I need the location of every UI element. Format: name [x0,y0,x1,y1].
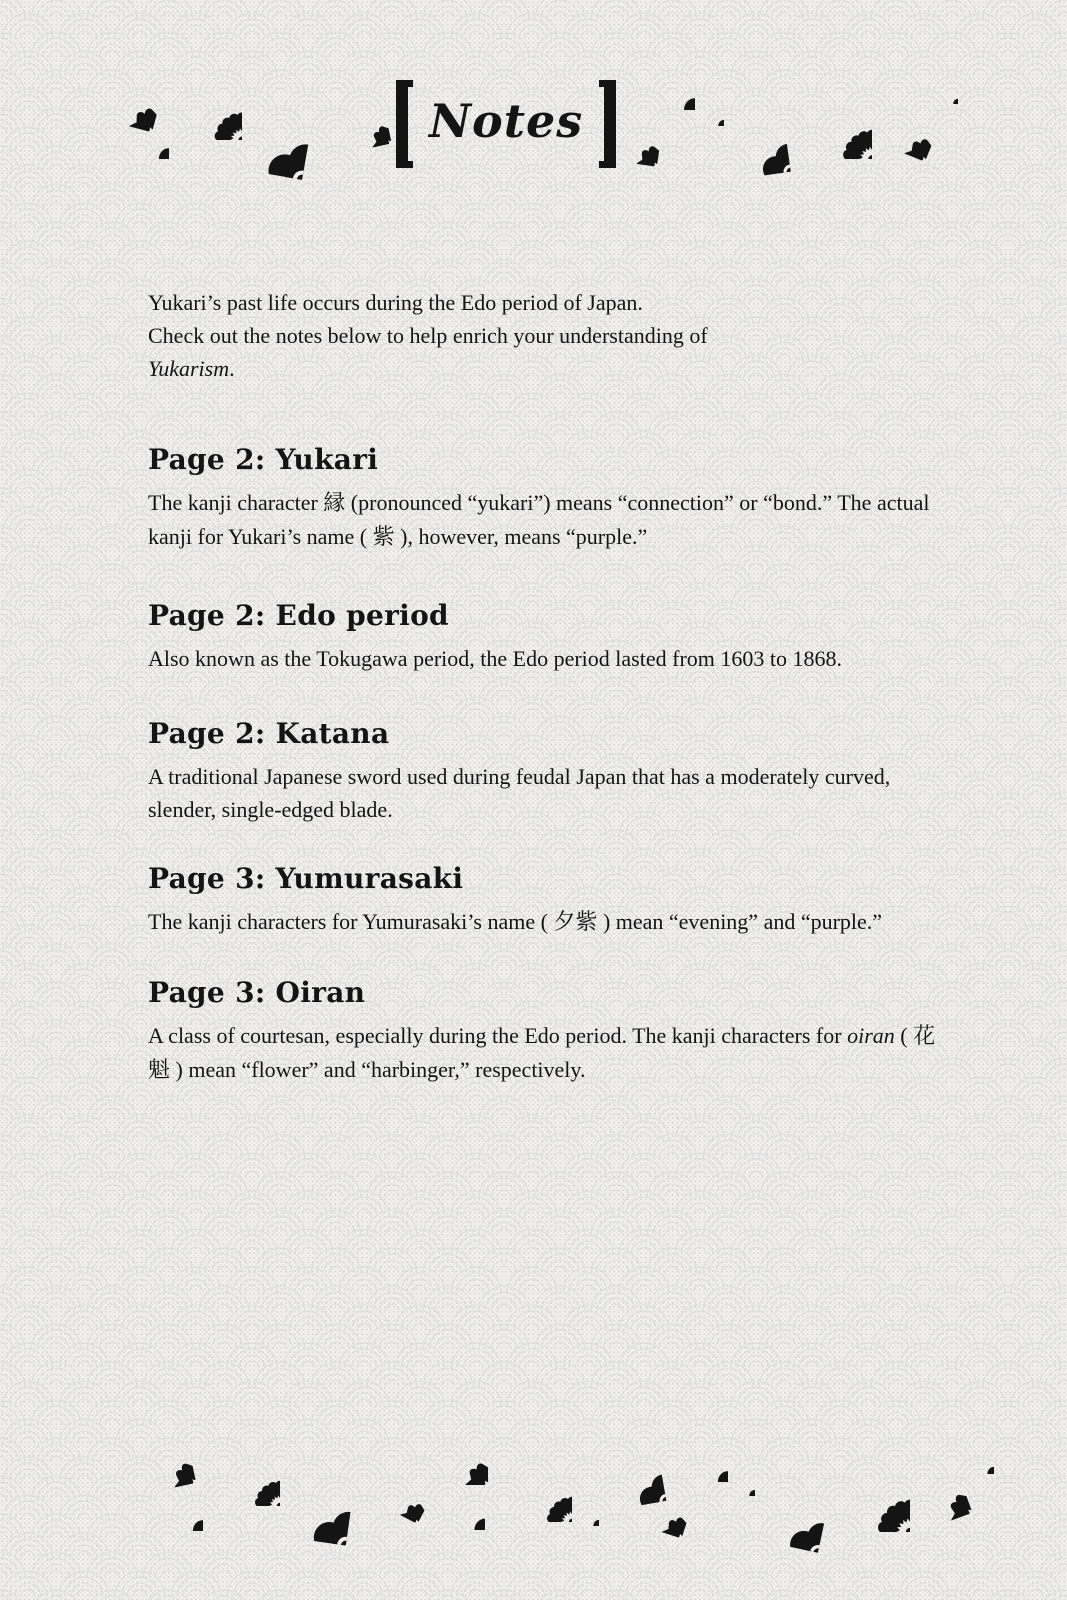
note-section-edo-period [148,599,948,675]
note-text: ) mean “flower” and “harbinger,” respectively. [170,1057,586,1082]
intro-paragraph [148,286,948,385]
note-heading: Page 2: Yukari [148,443,379,476]
plum-blossom-icon [602,1446,666,1510]
note-section-oiran [148,976,948,1087]
dot-icon [705,1459,728,1482]
note-heading: Page 3: Yumurasaki [148,862,464,895]
note-text: ) mean “evening” and “purple.” [597,909,883,934]
dot-icon [586,1513,599,1526]
note-text: A class of courtesan, especially during the Edo period. The kanji characters for [148,1023,848,1048]
sakura-icon [382,1470,436,1524]
sakura-icon [883,103,942,162]
note-text: The kanji character [148,490,324,515]
note-section-yukari [148,443,948,554]
note-heading: Page 3: Oiran [148,976,366,1009]
note-text: Also known as the Tokugawa period, the Edo period lasted from 1603 to 1868. [148,646,842,671]
note-body [148,642,948,675]
sakura-icon [142,1438,195,1491]
dot-icon [947,93,958,104]
dot-icon [180,1508,203,1531]
note-body [148,760,948,826]
italic-term: oiran [847,1023,895,1048]
sakura-icon [615,119,662,166]
sakura-icon [914,1470,973,1529]
dot-icon [979,1459,994,1474]
chrysanthemum-icon [828,1450,910,1532]
series-title: Yukarism [148,356,230,381]
dot-icon [742,1483,755,1496]
plum-blossom-icon [229,94,315,180]
note-body [148,486,948,554]
sakura-icon [642,1486,695,1539]
note-text: The kanji characters for Yumurasaki’s name ( [148,909,554,934]
note-section-yumurasaki [148,862,948,939]
chrysanthemum-icon [508,1458,572,1522]
dot-icon [461,1506,485,1530]
dot-icon [711,113,724,126]
sakura-icon [442,1439,488,1485]
kanji-text: 夕紫 [553,910,598,935]
note-heading: Page 2: Edo period [148,599,449,632]
dot-icon [670,85,695,110]
note-text: ( [894,1023,914,1048]
page-title [396,78,616,170]
note-text: A traditional Japanese sword used during feudal Japan that has a moderately curved, slender, single-edged blade. [148,764,891,822]
page-title-text: Notes [429,94,584,148]
sakura-icon [106,74,165,133]
kanji-text: 縁 [323,491,346,516]
note-body [148,1019,948,1087]
chrysanthemum-icon [798,85,872,159]
note-body [148,905,948,939]
notes-content [148,286,948,1087]
right-bracket-icon [599,80,616,168]
plum-blossom-icon [276,1466,355,1545]
intro-period: . [229,356,235,381]
dot-icon [146,136,169,159]
note-text: (pronounced “yukari”) means “connection” or “bond.” The actual kanji for Yukari’s name ( [148,490,930,549]
intro-line: Yukari’s past life occurs during the Edo period of Japan. [148,290,643,315]
kanji-text: 花魁 [148,1024,936,1083]
chrysanthemum-icon [172,70,242,140]
left-bracket-icon [396,80,413,168]
note-text: ), however, means “purple.” [394,524,648,549]
chrysanthemum-icon [216,1442,280,1506]
note-heading: Page 2: Katana [148,717,390,750]
sakura-icon [344,104,391,151]
intro-line [148,352,948,385]
plum-blossom-icon [725,114,791,180]
intro-line: Check out the notes below to help enrich your understanding of [148,323,708,348]
kanji-text: 紫 [372,525,395,550]
note-section-katana [148,717,948,826]
plum-blossom-icon [757,1479,831,1553]
